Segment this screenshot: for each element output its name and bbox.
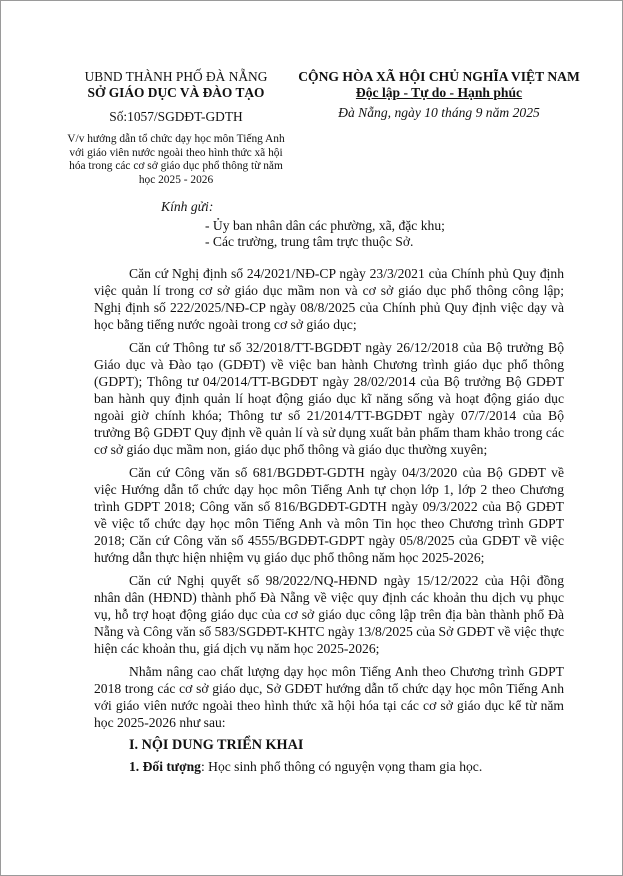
recipient-item: - Ủy ban nhân dân các phường, xã, đặc khu; (205, 218, 445, 233)
numbered-item (94, 758, 564, 775)
document-subject: V/v hướng dẫn tổ chức dạy học môn Tiếng Anh với giáo viên nước ngoài theo hình thức xã hội hóa trong các cơ sở giáo dục phổ thông từ năm học 2025 - 2026 (67, 133, 285, 186)
recipients-label: Kính gửi: (161, 199, 214, 214)
body-paragraph: Căn cứ Công văn số 681/BGDĐT-GDTH ngày 04/3/2020 của Bộ GDĐT về việc Hướng dẫn tổ chức dạy học môn Tiếng Anh tự chọn lớp 1, lớp 2 theo Chương trình GDPT 2018; Công văn số 816/BGDĐT-GDTH ngày 09/3/2022 của Bộ GDĐT về việc tổ chức dạy học môn Tiếng Anh và môn Tin học theo Chương trình GDPT 2018; Căn cứ Công văn số 4555/BGDĐT-GDPT ngày 05/8/2025 của GDĐT về việc hướng dẫn thực hiện nhiệm vụ giáo dục phổ thông năm học 2025-2026; (94, 465, 564, 565)
document-body (94, 265, 564, 775)
recipients-list (205, 218, 445, 250)
place-and-date: Đà Nẵng, ngày 10 tháng 9 năm 2025 (338, 105, 540, 120)
item-text: : Học sinh phổ thông có nguyện vọng tham gia học. (200, 759, 483, 774)
document-number: Số:1057/SGDĐT-GDTH (109, 109, 243, 124)
body-paragraph: Căn cứ Nghị quyết số 98/2022/NQ-HĐND ngày 15/12/2022 của Hội đồng nhân dân (HĐND) thành phố Đà Nẵng về việc quy định các khoản thu dịch vụ phục vụ, hỗ trợ hoạt động giáo dục của cơ sở giáo dục công lập trên địa bàn thành phố Đà Nẵng và Công văn số 583/SGDĐT-KHTC ngày 13/8/2025 của Sở GDĐT về việc thực hiện các khoản thu, giá dịch vụ năm học 2025-2026; (94, 573, 564, 656)
item-label: 1. Đối tượng (129, 759, 201, 774)
national-header-block (289, 69, 589, 121)
section-heading: I. NỘI DUNG TRIỂN KHAI (129, 737, 304, 753)
national-motto: Độc lập - Tự do - Hạnh phúc (355, 85, 523, 100)
national-title: CỘNG HÒA XÃ HỘI CHỦ NGHĨA VIỆT NAM (298, 69, 580, 84)
body-paragraph: Căn cứ Thông tư số 32/2018/TT-BGDĐT ngày 26/12/2018 của Bộ trưởng Bộ Giáo dục và Đào tạo (GDĐT) về việc ban hành Chương trình giáo dục phổ thông (GDPT); Thông tư 04/2014/TT-BGDĐT ngày 28/02/2014 của Bộ trưởng Bộ GDĐT ban hành quy định quản lí hoạt động giáo dục kĩ năng sống và hoạt động giáo dục ngoài giờ chính khóa; Thông tư số 21/2014/TT-BGDĐT ngày 07/7/2014 của Bộ trưởng Bộ GDĐT Quy định về quản lí và sử dụng xuất bản phẩm tham khảo trong các cơ sở giáo dục mầm non, giáo dục phổ thông và giáo dục thường xuyên; (94, 340, 564, 457)
recipient-item: - Các trường, trung tâm trực thuộc Sở. (205, 234, 414, 249)
issuing-authority-block (67, 69, 285, 187)
issuing-department: SỞ GIÁO DỤC VÀ ĐÀO TẠO (87, 85, 265, 100)
body-paragraph: Nhằm nâng cao chất lượng dạy học môn Tiếng Anh theo Chương trình GDPT 2018 trong các cơ sở giáo dục, Sở GDĐT hướng dẫn tổ chức dạy học môn Tiếng Anh với giáo viên nước ngoài theo hình thức xã hội hóa tại các cơ sở giáo dục kể từ năm học 2025-2026 như sau: (94, 664, 564, 730)
body-paragraph: Căn cứ Nghị định số 24/2021/NĐ-CP ngày 23/3/2021 của Chính phủ Quy định việc quản lí trong cơ sở giáo dục mầm non và cơ sở giáo dục phổ thông công lập; Nghị định số 222/2025/NĐ-CP ngày 08/8/2025 của Chính phủ Quy định việc dạy và học bằng tiếng nước ngoài trong cơ sở giáo dục; (94, 266, 564, 332)
parent-organization: UBND THÀNH PHỐ ĐÀ NẴNG (84, 69, 268, 84)
